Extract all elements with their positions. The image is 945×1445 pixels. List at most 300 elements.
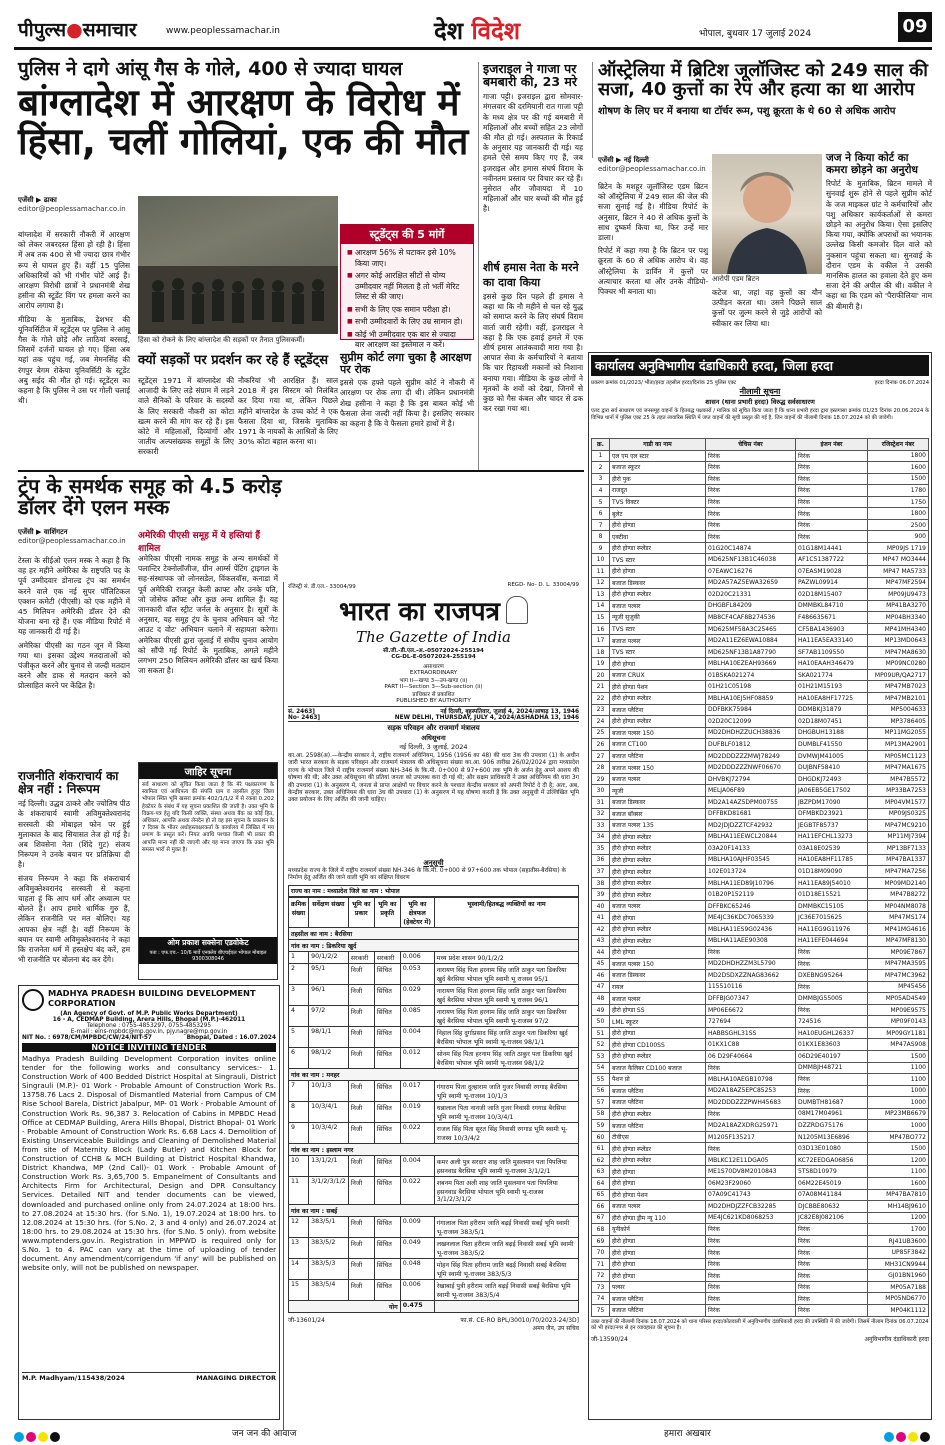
auction-cell: 24 bbox=[592, 716, 610, 728]
auction-table-row bbox=[592, 1166, 929, 1178]
bangladesh-p4: नौकरियां भी आरक्षित हैं। साल 2018 में इस सिस्टम को निलंबित कर दिया गया था, लेकिन पिछले महीने बांग्लादेश के उच्च कोर्ट ने एक फैसला दिया था, जिसके मुताबिक 1971 के नायकों के आश्रितों के लिए 30% कोटा बहाल करना था। bbox=[238, 376, 338, 447]
auction-cell: 01G18M14441 bbox=[796, 542, 868, 554]
auction-cell: MD2JDJDZZTCF42932 bbox=[706, 820, 796, 832]
auction-cell: 01KX1E83603 bbox=[796, 1039, 868, 1051]
auction-cell: MP45456 bbox=[868, 981, 929, 993]
auction-table-row bbox=[592, 1247, 929, 1259]
gazette-cell: 0.048 bbox=[400, 1258, 434, 1279]
auction-cell: 74 bbox=[592, 1293, 610, 1305]
gazette-cell: 0.006 bbox=[400, 1279, 434, 1300]
auction-cell: 01H21C05198 bbox=[706, 681, 796, 693]
gazette-footer-ref: फा.सं. CE-RO BPL/30010/70/2023-24/3D] bbox=[460, 1316, 579, 1324]
portrait-image bbox=[712, 154, 822, 274]
mpbdc-name: MADHYA PRADESH BUILDING DEVELOPMENT CORPORATION bbox=[48, 988, 256, 1008]
auction-cell: 1500 bbox=[868, 1050, 929, 1062]
auction-cell: MP09MD2140 bbox=[868, 877, 929, 889]
gazette-cell: 10 bbox=[289, 1155, 309, 1176]
auction-cell: 1000 bbox=[868, 1085, 929, 1097]
auction-cell: MH31CN9944 bbox=[868, 1258, 929, 1270]
auction-cell: MD2DSDXZZNAG83662 bbox=[706, 970, 796, 982]
auction-table-row bbox=[592, 1281, 929, 1293]
gazette-cell: 0.019 bbox=[400, 1101, 434, 1122]
auction-cell: निरंक bbox=[706, 496, 796, 508]
auction-cell: MBLKC12E11DGA05 bbox=[706, 1154, 796, 1166]
gazette-cell: मध्य प्रदेश शासन 90/1/2/2 bbox=[434, 951, 578, 963]
auction-cell: 03A20F14133 bbox=[706, 843, 796, 855]
auction-cell: 02D18M15407 bbox=[796, 589, 868, 601]
auction-cell: UP85F3842 bbox=[868, 1247, 929, 1259]
auction-cell: हीरो होण्डा स्प्लेंडर bbox=[610, 1050, 706, 1062]
australia-email[interactable]: editor@peoplessamachar.co.in bbox=[598, 165, 706, 173]
auction-cell: MP05MC1123 bbox=[868, 750, 929, 762]
demands-list bbox=[341, 244, 473, 357]
auction-table-row bbox=[592, 900, 929, 912]
auction-cell: MP47 MO3444 bbox=[868, 554, 929, 566]
auction-cell: MP3786405 bbox=[868, 716, 929, 728]
auction-cell: निरंक bbox=[796, 1270, 868, 1282]
auction-cell: निरंक bbox=[796, 450, 868, 462]
auction-cell: 68 bbox=[592, 1224, 610, 1236]
auction-cell: 73 bbox=[592, 1281, 610, 1293]
gazette-no-row-en bbox=[288, 715, 579, 722]
australia-photo-caption: आरोपी एडम ब्रिटन bbox=[712, 275, 760, 283]
auction-cell: 35 bbox=[592, 843, 610, 855]
auction-cell: MP09NC0280 bbox=[868, 658, 929, 670]
gz-col-header: भूमि का प्रकार bbox=[348, 897, 374, 927]
auction-cell: 2 bbox=[592, 462, 610, 474]
auction-cell: MP33BA7253 bbox=[868, 785, 929, 797]
auction-cell: MP47MB2101 bbox=[868, 693, 929, 705]
gazette-table-row bbox=[289, 1258, 579, 1279]
auction-cell: हीरो होण्डा स्प्लेंडर bbox=[610, 831, 706, 843]
auction-cell: 47 bbox=[592, 981, 610, 993]
auction-table-row bbox=[592, 773, 929, 785]
auction-cell: 71 bbox=[592, 1258, 610, 1270]
auction-cell: HA11EFE044694 bbox=[796, 935, 868, 947]
auction-table-row bbox=[592, 1201, 929, 1213]
auction-cell: MP5004633 bbox=[868, 704, 929, 716]
gazette-cell: निजी bbox=[348, 984, 374, 1005]
auction-cell: 1000 bbox=[868, 1120, 929, 1132]
auction-cell: 01KX1C88 bbox=[706, 1039, 796, 1051]
auction-table-row bbox=[592, 739, 929, 751]
auction-cell: 01D18E15521 bbox=[796, 889, 868, 901]
auction-cell: हीरो होण्डा स्प्लेंडर bbox=[610, 843, 706, 855]
auction-table-row bbox=[592, 1039, 929, 1051]
auction-cell: ME1S70DV8M2010843 bbox=[706, 1166, 796, 1178]
auction-cell: 01D18M09090 bbox=[796, 866, 868, 878]
gazette-cell: 11 bbox=[289, 1176, 309, 1204]
gazette-cell: धन्नालाल पिता नानजी जाति गुजर निवासी रगगाड बैरसिया भूमि स्वामी भू-राजस्व 10/3/4/1 bbox=[434, 1101, 578, 1122]
gazette-cell: सिंचित bbox=[374, 1155, 400, 1176]
auction-cell: MP06E6672 bbox=[706, 1004, 796, 1016]
bangladesh-subhead: क्यों सड़कों पर प्रदर्शन कर रहे हैं स्टूडेंट्स bbox=[138, 353, 329, 368]
auction-table-row bbox=[592, 508, 929, 520]
auction-cell: MP05ND6770 bbox=[868, 1293, 929, 1305]
auction-cell: MP04VM1577 bbox=[868, 796, 929, 808]
auction-cell: MD2A18AZXDRG25971 bbox=[706, 1120, 796, 1132]
auction-cell: LML स्कूटर bbox=[610, 1016, 706, 1028]
demand-item: ■ सभी उम्मीदवारों के लिए उम्र सामान हो। bbox=[347, 317, 467, 328]
auction-cell: 20 bbox=[592, 669, 610, 681]
crowd-image bbox=[138, 196, 338, 334]
auction-cell: निरंक bbox=[796, 473, 868, 485]
gazette-cell: 10/3/4/1 bbox=[309, 1101, 349, 1122]
bangladesh-p1: बांग्लादेश में सरकारी नौकरी में आरक्षण को लेकर जबरदस्त हिंसा हो रही है। हिंसा में अब तक 400 से भी ज्यादा छात्र गंभीर रूप से घायल हुए हैं। वहीं 15 पुलिस अधिकारियों को भी गंभीर चोटें आई हैं। आरक्षण विरोधी छात्रों ने प्रधानमंत्री शेख हसीना की स्टूडेंट विंग पर हमला करने का आरोप लगाया है। bbox=[18, 230, 130, 311]
australia-side-text: रिपोर्ट के मुताबिक, ब्रिटन मामले में सुनवाई शुरू होने से पहले सुप्रीम कोर्ट के जज माइकल ग्रांट ने कर्मचारियों और पशु अधिकार कार्यकर्ताओं से कमरा छोड़ने का अनुरोध किया। ऐसा इसलिए किया गया, क्योंकि अपराधों का भयानक उल्लेख किसी कमजोर दिल वाले को नुकसान पहुंचा सकता था। सुनवाई के दौरान एडम के वकील ने उसकी मानसिक हालत का हवाला देते हुए कम सजा देने की अपील की थी। वकील ने कहा था कि एडम को 'पैराफीलिया' नाम की बीमारी है। bbox=[826, 179, 932, 311]
auction-cell: SF7AB1109550 bbox=[796, 646, 868, 658]
gazette-cell: सिंचित bbox=[374, 1237, 400, 1258]
auction-cell: बजाज डिस्कवर bbox=[610, 796, 706, 808]
gazette-cell: 97/2 bbox=[309, 1005, 349, 1026]
auction-cell: निरंक bbox=[706, 508, 796, 520]
gazette-cell: 0.012 bbox=[400, 1047, 434, 1068]
auction-cell: 12 bbox=[592, 577, 610, 589]
auction-cell: हीरो होण्डा bbox=[610, 658, 706, 670]
australia-col1 bbox=[598, 182, 708, 352]
bangladesh-kicker: पुलिस ने दागे आंसू गैस के गोले, 400 से ज्यादा घायल bbox=[18, 58, 403, 80]
brand-logo[interactable]: पीपुल्स●समाचार bbox=[18, 19, 137, 41]
auction-cell: ME4JC621KD8068253 bbox=[706, 1212, 796, 1224]
auction-cell: बजाज पल्सर bbox=[610, 900, 706, 912]
auction-cell: MBLHA10AJHF03545 bbox=[706, 854, 796, 866]
auction-cell: 32 bbox=[592, 808, 610, 820]
auction-cell: GJ01BN1960 bbox=[868, 1270, 929, 1282]
auction-cell: निरंक bbox=[796, 1281, 868, 1293]
auction-cell: 01G20C14874 bbox=[706, 542, 796, 554]
gazette-place: नई दिल्ली, 3 जुलाई, 2024 bbox=[399, 743, 468, 751]
auction-cell: बजाज स्कूटर bbox=[610, 462, 706, 474]
auction-case: प्रकरण क्रमांक 01/2023/ भीता/हरदा तहसील हरदा/दिनांक 25 पुलिस एक्ट bbox=[591, 380, 737, 386]
trump-col1 bbox=[18, 556, 130, 768]
auction-cell: MP09UR/QA2717 bbox=[868, 669, 929, 681]
gazette-cell: गंगालाल पिता हरीराम जाति बढ़ई निवासी सबई भूमि स्वामी भू-राजस्व 383/5/1 bbox=[434, 1216, 578, 1237]
auction-cell: 51 bbox=[592, 1027, 610, 1039]
auction-cell: एक्टीवा bbox=[610, 531, 706, 543]
gazette-village-row: गांव का नाम : मनहर bbox=[289, 1068, 579, 1080]
gazette-cell: 98/1/1 bbox=[309, 1026, 349, 1047]
auction-cell: 1800 bbox=[868, 450, 929, 462]
auction-cell: 07A09C41743 bbox=[706, 1189, 796, 1201]
auction-cell: DMMBKC15105 bbox=[796, 900, 868, 912]
gazette-total-empty bbox=[434, 1300, 578, 1312]
auction-cell: 31 bbox=[592, 796, 610, 808]
auction-cell: MD2DHDHZZUCH38836 bbox=[706, 727, 796, 739]
gazette-notification: का.आ. 2598(अ).—केन्द्रीय सरकार ने, राष्ट्रीय राजमार्ग अधिनियम, 1956 (1956 का 48) की धारा 3क की उपधारा (1) के अधीन जारी भारत सरकार के सड़क परिवहन और राजमार्ग मंत्रालय की अधिसूचना संख्या का.आ. 906 तारीख 26/02/2024 द्वारा मध्यप्रदेश राज्य के भोपाल जिले में राष्ट्रीय राजमार्ग संख्या NH-346 के कि.मी. 0+000 से 97+600 तक भूमि के अर्जन हेतु अपने आशय की घोषणा की थी; और उक्त अधिसूचना की प्रतियां जनता को उपलब्ध करा दी गई थी; और सक्षम प्राधिकारी ने उक्त अधिनियम की धारा 3ग की उपधारा (1) के अनुसरण में, जनता से प्राप्त आक्षेपों पर विचार करने के पश्चात केन्द्रीय सरकार को अपनी रिपोर्ट दे दी है; अतः, अब, केन्द्रीय सरकार, उक्त अधिनियम की धारा 3घ की उपधारा (1) के अनुसरण में यह घोषणा करती है कि उक्त अनुसूची में उल्लिखित भूमि उक्त प्रयोजन के लिए अर्जित की जानी चाहिए। bbox=[288, 753, 579, 804]
gazette-cell: निजी bbox=[348, 1258, 374, 1279]
auction-table-row bbox=[592, 1131, 929, 1143]
auction-cell: हीरो होण्डा bbox=[610, 519, 706, 531]
auction-cell: निरंक bbox=[706, 1224, 796, 1236]
gazette-table-row bbox=[289, 984, 579, 1005]
auction-cell: DUMBLF41550 bbox=[796, 739, 868, 751]
auction-table-row bbox=[592, 970, 929, 982]
auction-cell: 54 bbox=[592, 1062, 610, 1074]
trump-email[interactable]: editor@peoplessamachar.co.in bbox=[18, 537, 126, 545]
auction-cell: MP09JU9473 bbox=[868, 589, 929, 601]
color-swatches-right bbox=[884, 1426, 932, 1445]
auction-cell: 13 bbox=[592, 589, 610, 601]
auction-cell: निरंक bbox=[706, 1235, 796, 1247]
gz-col-header: भूस्वामी/हितबद्ध व्यक्तियों का नाम bbox=[434, 897, 578, 927]
gazette-table-row bbox=[289, 1047, 579, 1068]
mpbdc-nit: NIT No. : 6978/CM/MPBDC/CW/24/NIT-57 bbox=[22, 1035, 152, 1041]
israel-p1: गाजा पट्टी। इजराइल द्वारा सोमवार-मंगलवार की दरमियानी रात गाजा पट्टी के मध्य क्षेत्र पर की गई बमबारी में महिलाओं और बच्चों सहित 23 लोगों की मौत हो गई। अस्पताल के रिकार्ड के अनुसार यह जानकारी दी गई। यह हमले ऐसे समय किए गए हैं, जब इजराइल और हमास संघर्ष विराम के नवीनतम प्रस्ताव पर विचार कर रहे हैं। नुसेरात और जौवायदा में 10 महिलाओं और चार बच्चों की मौत हुई है। bbox=[483, 92, 583, 214]
auction-cell: हीरो होण्डा स्प्लेंडर bbox=[610, 1154, 706, 1166]
auction-cell: MD2DDDZZZNWF06670 bbox=[706, 762, 796, 774]
shankaracharya-headline: राजनीति शंकराचार्य का क्षेत्र नहीं : निरूपम bbox=[18, 769, 119, 796]
gazette-schedule-table bbox=[288, 897, 579, 1313]
auction-cell: निरंक bbox=[796, 1258, 868, 1270]
auction-cell: बजाज पल्सर 150 bbox=[610, 727, 706, 739]
auction-cell: 36 bbox=[592, 854, 610, 866]
gazette-no-en: No- 2463] bbox=[288, 715, 321, 721]
site-url[interactable]: www.peoplessamachar.in bbox=[166, 26, 280, 36]
auction-cell: हीरो होण्डा bbox=[610, 947, 706, 959]
auction-cell: 17 bbox=[592, 635, 610, 647]
shankaracharya-story bbox=[18, 770, 130, 980]
auction-cell: हीरो होण्डा bbox=[610, 1247, 706, 1259]
gazette-extra: असाधारण EXTRAORDINARY भाग II—खण्ड 3—उप-खण्ड (ii) PART II—Section 3—Sub-section (ii) प्राधिकार से प्रकाशित PUBLISHED BY AUTHORITY bbox=[384, 664, 483, 704]
auction-table-row bbox=[592, 1235, 929, 1247]
auction-table-row bbox=[592, 958, 929, 970]
auction-cell: हीरो होण्डा स्प्लेंडर bbox=[610, 1108, 706, 1120]
auction-cell: बजाज प्लैटिना bbox=[610, 1085, 706, 1097]
auction-cell: MBLHA11ES9G02436 bbox=[706, 923, 796, 935]
auction-cell: 3 bbox=[592, 473, 610, 485]
auction-cell: बजाज प्लैटिना bbox=[610, 1120, 706, 1132]
auction-table-row bbox=[592, 1305, 929, 1317]
auction-table-row bbox=[592, 1085, 929, 1097]
auction-cell: MP47BA7810 bbox=[868, 1189, 929, 1201]
auction-cell: HA10EAAH346479 bbox=[796, 658, 868, 670]
gazette-cell: सिंचित bbox=[374, 1080, 400, 1101]
auction-cell: 25 bbox=[592, 727, 610, 739]
auction-cell: DFMBKD23921 bbox=[796, 808, 868, 820]
gazette-cell: निजी bbox=[348, 1122, 374, 1143]
auction-table-row bbox=[592, 785, 929, 797]
auction-table-row bbox=[592, 485, 929, 497]
auction-cell: DDFBKK75984 bbox=[706, 704, 796, 716]
gazette-total-label: योग bbox=[289, 1300, 401, 1312]
demand-item: ■ अगर कोई आरक्षित सीटों से योग्य उम्मीदवार नहीं मिलता है तो भर्ती मेरिट लिस्ट से की जाए। bbox=[347, 271, 467, 303]
gazette-footer-right bbox=[460, 1316, 579, 1332]
auction-table-row bbox=[592, 623, 929, 635]
auction-cell: हीरो होण्डा स्प्लेंडर bbox=[610, 854, 706, 866]
auction-cell: MP13BF7133 bbox=[868, 843, 929, 855]
auction-table-row bbox=[592, 866, 929, 878]
auction-cell: न्यूजी bbox=[610, 785, 706, 797]
auction-cell: निरंक bbox=[706, 473, 796, 485]
swatch-black bbox=[50, 1432, 60, 1442]
auction-cell: रायल bbox=[610, 981, 706, 993]
auction-cell: DXEBNG95264 bbox=[796, 970, 868, 982]
auction-cell: हीरो होण्डा ड्रीम न्यू 110 bbox=[610, 1212, 706, 1224]
auction-cell: DMMBJG55005 bbox=[796, 993, 868, 1005]
auction-cell: DDMBKJ31879 bbox=[796, 704, 868, 716]
auction-cell: 60 bbox=[592, 1131, 610, 1143]
gazette-cell: 7 bbox=[289, 1080, 309, 1101]
auction-cell: MP41MG4616 bbox=[868, 923, 929, 935]
auction-cell: DHGBFL84209 bbox=[706, 600, 796, 612]
auction-cell: MP41MH4340 bbox=[868, 623, 929, 635]
auction-table-row bbox=[592, 796, 929, 808]
auction-cell: बजाज CRUX bbox=[610, 669, 706, 681]
auction-cell: 23 bbox=[592, 704, 610, 716]
gazette-cell: निजी bbox=[348, 1101, 374, 1122]
auction-table-row bbox=[592, 727, 929, 739]
auction-table-row bbox=[592, 854, 929, 866]
mpbdc-footer bbox=[22, 1372, 276, 1382]
auction-table-row bbox=[592, 577, 929, 589]
auction-cell: 38 bbox=[592, 877, 610, 889]
auction-cell: 02D20C12099 bbox=[706, 716, 796, 728]
footer-left: जन जन की आवाज bbox=[232, 1429, 297, 1439]
auction-cell: 69 bbox=[592, 1235, 610, 1247]
bangladesh-col1 bbox=[18, 230, 130, 460]
gazette-table-row bbox=[289, 1122, 579, 1143]
australia-story bbox=[592, 62, 932, 158]
gazette-cell: सिंचित bbox=[374, 1122, 400, 1143]
auction-cell: निरंक bbox=[796, 1293, 868, 1305]
auction-cell: DUJBNF58410 bbox=[796, 762, 868, 774]
auction-cell: 02D20C21331 bbox=[706, 589, 796, 601]
auction-cell: 67 bbox=[592, 1212, 610, 1224]
auction-cell: निरंक bbox=[796, 1085, 868, 1097]
auction-cell: PAZWL09914 bbox=[796, 577, 868, 589]
auction-table-row bbox=[592, 554, 929, 566]
auction-cell: MBLHA11EEWCL20844 bbox=[706, 831, 796, 843]
auction-table-row bbox=[592, 566, 929, 578]
auction-cell: SKA021774 bbox=[796, 669, 868, 681]
auction-cell: 22 bbox=[592, 693, 610, 705]
auction-cell: 10 bbox=[592, 554, 610, 566]
auction-table-row bbox=[592, 704, 929, 716]
mpbdc-mail[interactable]: E-mail : eins-mpbdc@mp.gov.in, pjy.nagre@mp.gov.in bbox=[70, 1029, 228, 1035]
gazette-cell: नारायण सिंह पिता हरनाम सिंह जाति ठाकुर पता डिकरिया खुर्द बैरसिया भोपाल भूमि स्वामी भू-राजस्व 97/2 bbox=[434, 1005, 578, 1026]
auction-subtitle: नीलामी सूचना bbox=[739, 387, 781, 396]
auction-cell: 9 bbox=[592, 542, 610, 554]
auction-cell: 1600 bbox=[868, 1178, 929, 1190]
auction-cell: 07EAWC16276 bbox=[706, 566, 796, 578]
bangladesh-email[interactable]: editor@peoplessamachar.co.in bbox=[18, 205, 126, 213]
gazette-cell: 0.085 bbox=[400, 1005, 434, 1026]
auction-cell: 40 bbox=[592, 900, 610, 912]
auction-cell: MP09E7867 bbox=[868, 947, 929, 959]
auction-cell: हीरो पुक bbox=[610, 473, 706, 485]
page-footer bbox=[14, 1424, 932, 1440]
swatch-cyan bbox=[14, 1432, 24, 1442]
auction-cell: JC36E7015625 bbox=[796, 912, 868, 924]
auction-cell: KC72EEDGA06856 bbox=[796, 1154, 868, 1166]
gazette-cell: मोहन सिंह पिता हरीराम जाति बढ़ई निवासी सबई बैरसिया भूमि स्वामी भू-राजस्व 383/5/3 bbox=[434, 1258, 578, 1279]
gazette-title-en: The Gazette of India bbox=[356, 628, 511, 646]
auction-cell: 1000 bbox=[868, 1097, 929, 1109]
australia-p1: ब्रिटेन के मशहूर जूलॉजिस्ट एडम ब्रिटन को ऑस्ट्रेलिया में 249 साल की जेल की सजा सुनाई गई है। मीडिया रिपोर्ट के अनुसार, ब्रिटन ने 40 से अधिक कुत्तों के साथ दुष्कर्म किया था, फिर उन्हें मार डाला। bbox=[598, 182, 708, 243]
auction-cell: MP47MF2594 bbox=[868, 577, 929, 589]
gazette-cell: 14 bbox=[289, 1258, 309, 1279]
auction-intro: एतद द्वारा सर्व साधारण एवं जनसमूह वाहनों के हितबद्ध पक्षकारों / मालिक को सूचित किया जाता है कि थाना प्रभारी हरदा द्वारा इस्तगासा क्रमांक 01/23 दिनांक 20.06.2024 के विभिन्न थानों में पुलिस एक्ट 25 के तहत लावारिस स्थिति में जप्त वाहनों की सूची प्रस्तुत की गई है, जिन वाहनों की नीलामी दिनांक 18.07.2024 को की जावेगी। bbox=[591, 408, 929, 421]
gazette-cell: 0.009 bbox=[400, 1216, 434, 1237]
australia-p3: कटेज था, जहां वह कुत्तों का यौन उत्पीड़न करता था। उसने पिछले साल कुत्तों पर जुल्म करने से जुड़े आरोपों को स्वीकार कर लिया था। bbox=[712, 288, 822, 328]
auction-cell: हीरो होण्डा bbox=[610, 912, 706, 924]
gazette-total-value: 0.475 bbox=[400, 1300, 434, 1312]
gazette-cell: 5 bbox=[289, 1026, 309, 1047]
auction-cell: बजाज प्लैटिना bbox=[610, 1305, 706, 1317]
auction-cell: निरंक bbox=[706, 462, 796, 474]
swatch-magenta bbox=[26, 1432, 36, 1442]
gazette-cell: निजी bbox=[348, 1237, 374, 1258]
section-title: देश विदेश bbox=[434, 17, 521, 45]
gazette-schedule-title: अनुसूची bbox=[423, 859, 444, 867]
australia-deck: शोषण के लिए घर में बनाया था टॉर्चर रूम, पशु क्रूरता के थे 60 से अधिक आरोप bbox=[598, 105, 896, 117]
auction-footer-code: जी-13590/24 bbox=[591, 1335, 628, 1343]
demands-title: स्टूडेंट्स की 5 मांगें bbox=[341, 225, 473, 244]
auction-table-row bbox=[592, 693, 929, 705]
auction-table-row bbox=[592, 808, 929, 820]
auction-table-row bbox=[592, 912, 929, 924]
gazette-date-hi: नई दिल्ली, बृहस्पतिवार, जुलाई 4, 2024/आषाढ़ 13, 1946 bbox=[440, 709, 579, 715]
masthead bbox=[14, 10, 932, 50]
auction-table-row bbox=[592, 496, 929, 508]
auction-cell: बजाज डिस्कवर bbox=[610, 577, 706, 589]
gazette-cell: 2 bbox=[289, 963, 309, 984]
auction-table-row bbox=[592, 762, 929, 774]
auction-cell: 19 bbox=[592, 658, 610, 670]
auction-cell: निरंक bbox=[706, 485, 796, 497]
auction-cell: 102E013724 bbox=[706, 866, 796, 878]
auction-cell: बजाज प्लैटिना bbox=[610, 750, 706, 762]
auction-cell: DZZRDG75176 bbox=[796, 1120, 868, 1132]
auction-cell: हीरो होण्डा स्प्लेंडर bbox=[610, 935, 706, 947]
gazette-cell: 383/5/3 bbox=[309, 1258, 349, 1279]
gazette-cell: रेखाबाई पुत्री हरीराम जाति बढ़ई निवासी सबई बैरसिया भूमि स्वामी भू-राजस्व 383/5/4 bbox=[434, 1279, 578, 1300]
auction-cell: 1600 bbox=[868, 462, 929, 474]
auction-cell: निरंक bbox=[706, 1258, 796, 1270]
auction-cell: बजाज कैलिबर CD100 बजाज bbox=[610, 1062, 706, 1074]
trump-byline-block bbox=[18, 528, 128, 552]
auction-cell: निरंक bbox=[796, 1247, 868, 1259]
auction-cell: HA11EA89J54010 bbox=[796, 877, 868, 889]
auction-cell: 1100 bbox=[868, 1074, 929, 1086]
auction-cell: HA10EUGHL26337 bbox=[796, 1027, 868, 1039]
gz-col-header: भूमि का प्रकृति bbox=[374, 897, 400, 927]
auction-table-row bbox=[592, 923, 929, 935]
auction-cell: 6 bbox=[592, 508, 610, 520]
auction-cell: 1500 bbox=[868, 1143, 929, 1155]
auction-table bbox=[591, 438, 929, 1317]
gazette-cell: सिंचित bbox=[374, 1047, 400, 1068]
auction-cell: 1750 bbox=[868, 496, 929, 508]
auction-cell: निरंक bbox=[796, 1224, 868, 1236]
australia-side bbox=[826, 152, 932, 352]
gazette-cell: गंगाराम पिता दुल्हाराम जाति गुजर निवासी रगगाइ बैरसिया भूमि स्वामी भू-राजस्व 10/1/3 bbox=[434, 1080, 578, 1101]
auction-cell: बजाज बॉक्सर bbox=[610, 808, 706, 820]
auction-cell: 62 bbox=[592, 1154, 610, 1166]
auction-cell: राजदूत bbox=[610, 485, 706, 497]
gz-col-header: भूमि का क्षेत्रफल (हेक्टेयर में) bbox=[400, 897, 434, 927]
gazette-cell: निजी bbox=[348, 1155, 374, 1176]
auction-table-row bbox=[592, 993, 929, 1005]
auction-cell: 29 bbox=[592, 773, 610, 785]
auction-cell: JBZPDM17090 bbox=[796, 796, 868, 808]
bangladesh-photo bbox=[138, 196, 338, 334]
gazette-table-row bbox=[289, 1005, 579, 1026]
auction-cell: DHGDKJ72493 bbox=[796, 773, 868, 785]
auction-table-row bbox=[592, 1258, 929, 1270]
footer-right: हमारा अखबार bbox=[664, 1429, 711, 1439]
public-notice-addr: पता : एफ.एच.- 10/6 मार्वे एनक्लेव बीएचईएल भोपाल मोबाइल 9300308046 bbox=[139, 949, 277, 964]
